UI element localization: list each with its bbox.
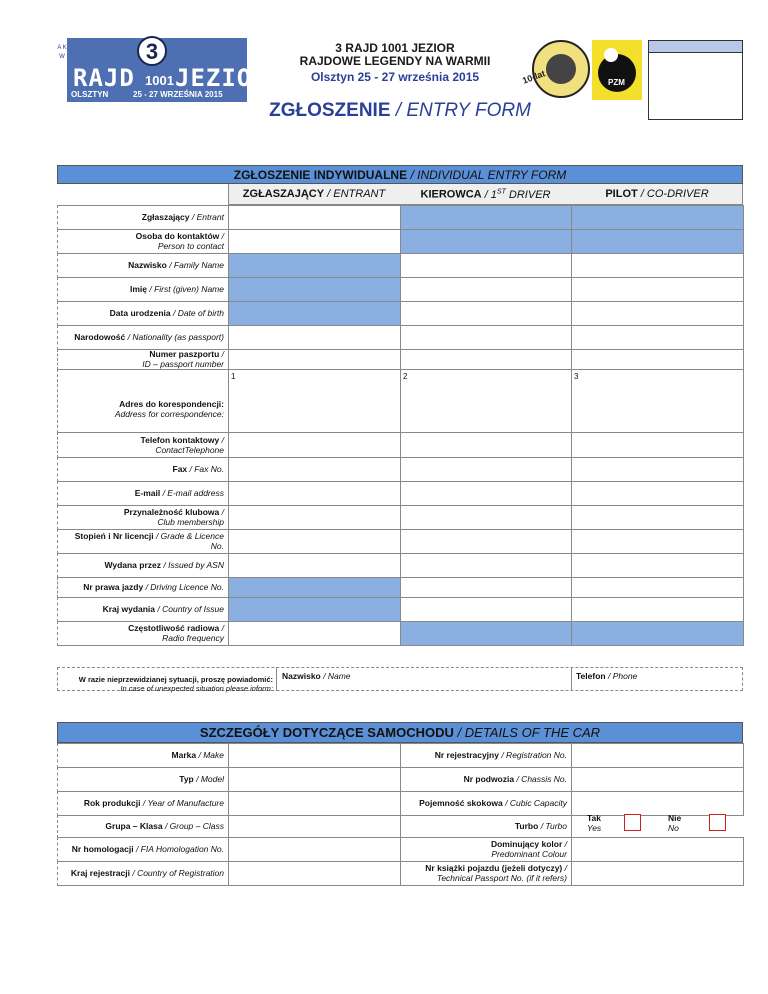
row-label-en: / Nationality (as passport) [125, 332, 224, 342]
row-label-en: / Fax No. [187, 464, 224, 474]
entry-field[interactable] [400, 369, 572, 433]
shaded-cell[interactable] [229, 598, 400, 621]
row-label [60, 531, 224, 551]
entry-field[interactable] [400, 229, 572, 254]
car-label-cell [57, 791, 229, 816]
car-row-label-pl: Nr książki pojazdu (jeżeli dotyczy) [425, 863, 563, 873]
row-label-en: / Issued by ASN [161, 560, 224, 570]
car-row-label [402, 839, 567, 859]
car-row-label [402, 774, 567, 784]
car-label-cell [400, 861, 572, 886]
turbo-no-checkbox[interactable] [709, 814, 726, 831]
row-label [60, 399, 224, 419]
car-row-label-pl: Turbo [514, 821, 539, 831]
logo-number: 3 [137, 36, 167, 66]
car-row-label-pl: Dominujący kolor [490, 839, 563, 849]
row-label [60, 284, 224, 294]
row-label [60, 560, 224, 570]
car-details-band [57, 722, 743, 743]
col-driver-pl: KIEROWCA [420, 188, 482, 201]
row-label-pl: Narodowość [74, 332, 126, 342]
car-entry-field[interactable] [571, 861, 744, 886]
event-title [265, 42, 525, 68]
row-label-cell [57, 253, 229, 278]
entry-field[interactable] [228, 481, 401, 506]
event-title-line2: RAJDOWE LEGENDY NA WARMII [299, 54, 491, 68]
pzm-eagle-icon [604, 48, 618, 62]
row-label-pl: Nr prawa jazdy [83, 582, 144, 592]
logo-raid: RAJD [73, 64, 135, 92]
car-row-label-en: / Model [193, 774, 224, 784]
row-label-cell [57, 621, 229, 646]
row-label-cell [57, 301, 229, 326]
row-label-en-line2: ID – passport number [142, 359, 224, 369]
entry-field[interactable] [571, 325, 744, 350]
car-row-label-en-line2: Predominant Colour [491, 849, 567, 859]
entry-field[interactable] [571, 253, 744, 278]
entry-field[interactable] [228, 301, 401, 326]
row-label-cell [57, 369, 229, 433]
turbo-no-pl: Nie [668, 813, 682, 823]
row-label-pl: Osoba do kontaktów [135, 231, 220, 241]
col-codriver [571, 188, 743, 200]
form-title-en: / ENTRY FORM [395, 100, 531, 121]
emergency-phone-en: / Phone [607, 671, 638, 681]
row-label-pl: Imię [129, 284, 147, 294]
car-entry-field[interactable] [228, 861, 401, 886]
shaded-cell[interactable] [572, 230, 743, 253]
logo-side-text: A K W [57, 38, 67, 102]
row-label-en-line2: ContactTelephone [155, 444, 224, 455]
car-row-label-en-line2: Technical Passport No. (if it refers) [436, 873, 567, 883]
row-label-en: / First (given) Name [147, 284, 224, 294]
entry-field[interactable] [228, 597, 401, 622]
entry-field[interactable] [228, 205, 401, 230]
row-label-en: / Date of birth [170, 308, 224, 318]
row-label-cell [57, 505, 229, 530]
entry-field[interactable] [228, 349, 401, 370]
row-label [60, 604, 224, 614]
event-dates: Olsztyn 25 - 27 września 2015 [310, 70, 480, 84]
shaded-cell[interactable] [572, 622, 743, 645]
car-entry-field[interactable] [228, 815, 401, 838]
row-label-cell [57, 597, 229, 622]
row-label-pl: Stopień i Nr licencji [74, 531, 154, 541]
row-label [60, 349, 224, 369]
row-label-en-line2: Radio frequency [162, 633, 224, 643]
entry-field[interactable] [400, 432, 572, 458]
row-label-pl: Zgłaszający [141, 212, 190, 222]
car-label-cell [400, 791, 572, 816]
individual-band-pl: ZGŁOSZENIE INDYWIDUALNE [233, 168, 408, 182]
entry-field[interactable] [571, 505, 744, 530]
car-row-label-en: / [562, 839, 567, 849]
entry-field[interactable] [571, 529, 744, 554]
entry-field[interactable] [571, 301, 744, 326]
entry-field[interactable] [400, 577, 572, 598]
pzm-logo [592, 40, 642, 100]
car-entry-field[interactable] [571, 743, 744, 768]
stamp-box-header [649, 41, 742, 53]
entry-field[interactable] [228, 621, 401, 646]
car-band-en: / DETAILS OF THE CAR [457, 725, 601, 740]
car-entry-field[interactable] [228, 743, 401, 768]
car-label-cell [57, 837, 229, 862]
car-row-label-pl: Nr rejestracyjny [434, 750, 499, 760]
row-label-pl: Adres do korespondencji: [119, 398, 224, 409]
car-row-label-en: / Year of Manufacture [140, 798, 224, 808]
row-label-cell [57, 457, 229, 482]
entry-field[interactable] [571, 229, 744, 254]
entry-field[interactable] [571, 481, 744, 506]
car-label-cell [400, 837, 572, 862]
car-row-label [60, 798, 224, 808]
entry-field[interactable] [228, 277, 401, 302]
row-label-en: / [219, 507, 224, 517]
entry-field[interactable] [571, 457, 744, 482]
individual-entry-band [57, 165, 743, 184]
shaded-cell[interactable] [229, 278, 400, 301]
entry-field[interactable] [228, 529, 401, 554]
row-label [60, 260, 224, 270]
car-entry-field[interactable] [571, 767, 744, 792]
row-label-en: / Country of Issue [155, 604, 224, 614]
entry-field[interactable] [400, 301, 572, 326]
shaded-cell[interactable] [229, 254, 400, 277]
shaded-cell[interactable] [401, 622, 571, 645]
entry-field[interactable] [228, 253, 401, 278]
logo-city: OLSZTYN [71, 90, 109, 99]
entry-field[interactable] [400, 597, 572, 622]
car-label-cell [57, 815, 229, 838]
car-row-label-pl: Nr podwozia [463, 774, 515, 784]
badge-text: 10-lat [520, 68, 547, 86]
car-row-label-en: / Cubic Capacity [502, 798, 567, 808]
car-band-pl: SZCZEGÓŁY DOTYCZĄCE SAMOCHODU [199, 725, 454, 740]
car-row-label [60, 774, 224, 784]
turbo-yes-checkbox[interactable] [624, 814, 641, 831]
car-row-label-pl: Pojemność skokowa [419, 798, 503, 808]
row-label [60, 332, 224, 342]
entry-field[interactable] [400, 457, 572, 482]
car-label-cell [400, 743, 572, 768]
entry-field[interactable] [228, 369, 401, 433]
row-label-en-line2: Person to contact [157, 241, 224, 251]
row-label [60, 212, 224, 222]
entry-field[interactable] [571, 621, 744, 646]
rally-logo [57, 38, 268, 102]
car-row-label [60, 868, 224, 878]
entry-field[interactable] [571, 205, 744, 230]
car-label-cell [400, 767, 572, 792]
entry-field[interactable] [571, 277, 744, 302]
entry-field[interactable] [571, 349, 744, 370]
emergency-label-pl: W razie nieprzewidzianej sytuacji, proszę powiadomić: [78, 675, 273, 684]
row-label-pl: Telefon kontaktowy [140, 434, 220, 445]
emergency-name-en: / Name [323, 671, 351, 681]
pzm-text: PZM [608, 78, 625, 87]
row-label-cell [57, 432, 229, 458]
col-entrant [228, 188, 400, 200]
row-label-en: / [219, 434, 224, 445]
entry-field[interactable] [228, 577, 401, 598]
col-driver-en: / 1ST DRIVER [484, 188, 551, 201]
car-row-label [402, 798, 567, 808]
row-label [60, 507, 224, 527]
car-label-cell [57, 743, 229, 768]
shaded-cell[interactable] [229, 302, 400, 325]
row-label [60, 488, 224, 498]
row-label [60, 582, 224, 592]
entry-field[interactable] [400, 253, 572, 278]
row-label-cell [57, 529, 229, 554]
badge-emblem [546, 54, 576, 84]
col-codriver-pl: PILOT [605, 188, 638, 200]
row-label [60, 435, 224, 455]
entry-field[interactable] [228, 325, 401, 350]
entry-field[interactable] [228, 505, 401, 530]
turbo-no-label [668, 813, 688, 833]
turbo-yes-pl: Tak [587, 813, 602, 823]
row-label-cell [57, 481, 229, 506]
entry-field[interactable] [400, 325, 572, 350]
office-stamp-box[interactable] [648, 40, 743, 120]
row-label-pl: Przynależność klubowa [123, 507, 220, 517]
car-row-label-pl: Grupa – Klasa [105, 821, 163, 831]
row-label-cell [57, 205, 229, 230]
row-label [60, 464, 224, 474]
car-row-label-pl: Typ [179, 774, 194, 784]
shaded-cell[interactable] [401, 206, 571, 229]
row-label-pl: Numer paszportu [149, 349, 220, 359]
entry-field[interactable] [400, 621, 572, 646]
entry-field[interactable] [400, 529, 572, 554]
address-number-3: 3 [574, 372, 579, 381]
address-number-2: 2 [403, 372, 408, 381]
row-label-pl: Częstotliwość radiowa [128, 623, 220, 633]
entry-field[interactable] [571, 577, 744, 598]
car-entry-field[interactable] [228, 837, 401, 862]
car-row-label-en: / FIA Homologation No. [133, 844, 224, 854]
row-label-en: / [219, 349, 224, 359]
entry-field[interactable] [571, 597, 744, 622]
row-label-en: / E-mail address [160, 488, 224, 498]
row-label-pl: Data urodzenia [109, 308, 171, 318]
car-label-cell [57, 767, 229, 792]
row-label-pl: Fax [172, 464, 188, 474]
row-label-en: / Grade & Licence [153, 531, 224, 541]
emergency-phone-field[interactable] [576, 671, 637, 681]
entry-field[interactable] [400, 349, 572, 370]
entry-field[interactable] [400, 205, 572, 230]
row-label-cell [57, 325, 229, 350]
car-row-label-en: / Registration No. [498, 750, 567, 760]
form-title [200, 100, 600, 122]
logo-jezior: JEZIOR [175, 64, 268, 92]
row-label-en: / Driving Licence No. [143, 582, 224, 592]
row-label-en-line2: Club membership [157, 517, 224, 527]
emergency-label-en: In case of unexpected situation please inform: [120, 684, 273, 693]
row-label-cell [57, 577, 229, 598]
anniversary-badge [520, 40, 590, 98]
logo-dates: 25 - 27 WRZEŚNIA 2015 [133, 90, 223, 99]
car-row-label [60, 844, 224, 854]
row-label-cell [57, 349, 229, 370]
car-entry-field[interactable] [571, 837, 744, 862]
row-label-en-line2: No. [210, 541, 224, 551]
row-label-pl: Kraj wydania [102, 604, 156, 614]
row-label-pl: E-mail [134, 488, 161, 498]
car-entry-field[interactable] [228, 767, 401, 792]
car-row-label-en: / Chassis No. [514, 774, 567, 784]
entry-field[interactable] [400, 553, 572, 578]
shaded-cell[interactable] [401, 230, 571, 253]
row-label-cell [57, 229, 229, 254]
shaded-cell[interactable] [572, 206, 743, 229]
col-driver [400, 188, 571, 201]
row-label-en-line2: Address for correspondence: [114, 408, 224, 419]
col-entrant-en: / ENTRANT [327, 188, 386, 200]
car-row-label [402, 821, 567, 831]
row-label [60, 231, 224, 251]
turbo-yes-label [587, 813, 607, 833]
row-label-cell [57, 277, 229, 302]
emergency-label [57, 675, 273, 693]
row-label-en: / [219, 231, 224, 241]
row-label-pl: Wydana przez [104, 560, 161, 570]
emergency-phone-pl: Telefon [576, 671, 606, 681]
entry-field[interactable] [228, 553, 401, 578]
entry-field[interactable] [400, 481, 572, 506]
row-label-en: / [219, 623, 224, 633]
car-row-label-en: / [562, 863, 567, 873]
entry-field[interactable] [228, 432, 401, 458]
car-row-label-en: / Group – Class [162, 821, 224, 831]
car-row-label [60, 821, 224, 831]
car-row-label [402, 863, 567, 883]
row-label [60, 623, 224, 643]
car-row-label-pl: Nr homologacji [71, 844, 134, 854]
logo-1001: 1001 [145, 73, 174, 88]
shaded-cell[interactable] [229, 578, 400, 597]
car-row-label [60, 750, 224, 760]
row-label-cell [57, 553, 229, 578]
row-label-en: / Family Name [166, 260, 224, 270]
entry-field[interactable] [400, 505, 572, 530]
car-label-cell [400, 815, 572, 838]
car-entry-field[interactable] [228, 791, 401, 816]
entry-field[interactable] [400, 277, 572, 302]
car-label-cell [57, 861, 229, 886]
car-row-label [402, 750, 567, 760]
car-row-label-pl: Kraj rejestracji [70, 868, 130, 878]
individual-band-en: / INDIVIDUAL ENTRY FORM [410, 168, 567, 182]
col-codriver-en: / CO-DRIVER [640, 188, 709, 200]
turbo-yes-en: Yes [587, 823, 602, 833]
entry-field[interactable] [571, 369, 744, 433]
entry-field[interactable] [571, 553, 744, 578]
car-row-label-pl: Marka [171, 750, 197, 760]
car-row-label-en: / Turbo [538, 821, 567, 831]
entry-field[interactable] [228, 229, 401, 254]
row-label-en: / Entrant [189, 212, 224, 222]
address-number-1: 1 [231, 372, 236, 381]
car-row-label-pl: Rok produkcji [83, 798, 141, 808]
car-row-label-en: / Make [196, 750, 224, 760]
entry-field[interactable] [228, 457, 401, 482]
col-entrant-pl: ZGŁASZAJĄCY [242, 188, 325, 200]
row-label-pl: Nazwisko [128, 260, 167, 270]
row-label [60, 308, 224, 318]
entry-field[interactable] [571, 432, 744, 458]
event-title-line1: 3 RAJD 1001 JEZIOR [335, 41, 455, 55]
car-row-label-en: / Country of Registration [129, 868, 224, 878]
emergency-name-field[interactable] [282, 671, 351, 681]
emergency-name-pl: Nazwisko [282, 671, 321, 681]
form-title-pl: ZGŁOSZENIE [269, 100, 391, 121]
turbo-no-en: No [668, 823, 679, 833]
